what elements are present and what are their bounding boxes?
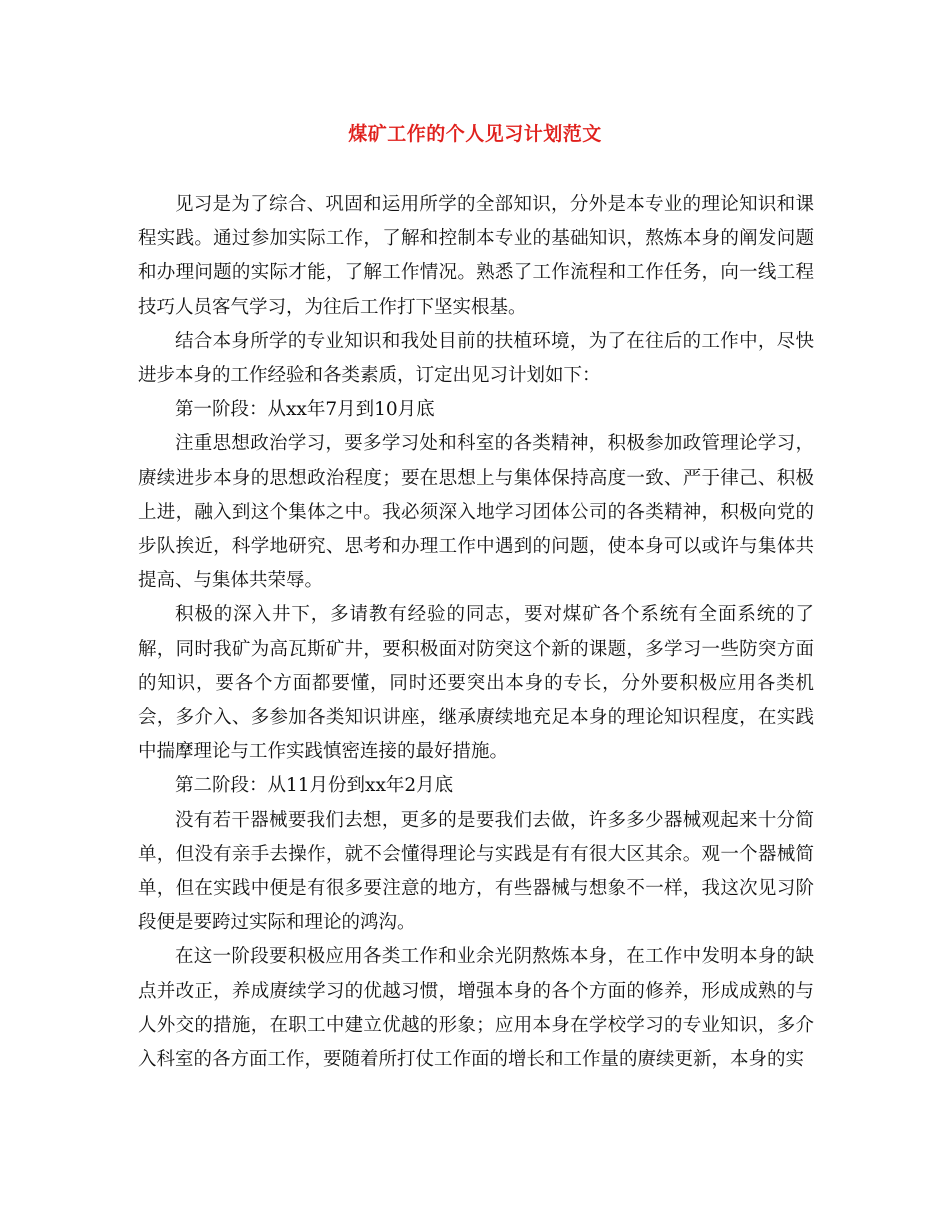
paragraph-political-study: 注重思想政治学习，要多学习处和科室的各类精神，积极参加政管理论学习，赓续进步本身的思想政治程度；要在思想上与集体保持高度一致、严于律己、积极上进，融入到这个集体之中。我必须深入地学习团体公司的各类精神，积极向党的步队挨近，科学地研究、思考和办理工作中遇到的问题，使本身可以或许与集体共提高、与集体共荣辱。 — [138, 433, 814, 592]
document-body — [138, 188, 814, 1077]
paragraph-intro: 见习是为了综合、巩固和运用所学的全部知识，分外是本专业的理论知识和课程实践。通过参加实际工作，了解和控制本专业的基础知识，熬炼本身的阐发问题和办理问题的实际才能，了解工作情况。熟悉了工作流程和工作任务，向一线工程技巧人员客气学习，为往后工作打下坚实根基。 — [138, 194, 814, 318]
paragraph-underground-practice: 积极的深入井下，多请教有经验的同志，要对煤矿各个系统有全面系统的了解，同时我矿为高瓦斯矿井，要积极面对防突这个新的课题，多学习一些防突方面的知识，要各个方面都要懂，同时还要突出本身的专长，分外要积极应用各类机会，多介入、多参加各类知识讲座，继承赓续地充足本身的理论知识程度，在实践中揣摩理论与工作实践慎密连接的最好措施。 — [138, 604, 814, 763]
paragraph-self-improvement: 在这一阶段要积极应用各类工作和业余光阴熬炼本身，在工作中发明本身的缺点并改正，养成赓续学习的优越习惯，增强本身的各个方面的修养，形成成熟的与人外交的措施，在职工中建立优越的形象；应用本身在学校学习的专业知识，多介入科室的各方面工作，要随着所打仗工作面的增长和工作量的赓续更新，本身的实 — [138, 946, 814, 1071]
stage-one-heading: 第一阶段：从xx年7月到10月底 — [175, 399, 435, 421]
paragraph-plan-intro: 结合本身所学的专业知识和我处目前的扶植环境，为了在往后的工作中，尽快进步本身的工作经验和各类素质，订定出见习计划如下： — [138, 330, 814, 387]
stage-two-heading: 第二阶段：从11月份到xx年2月底 — [175, 775, 454, 797]
document-title: 煤矿工作的个人见习计划范文 — [348, 123, 602, 145]
paragraph-theory-practice: 没有若干器械要我们去想，更多的是要我们去做，许多多少器械观起来十分简单，但没有亲手去操作，就不会懂得理论与实践是有有很大区其余。观一个器械简单，但在实践中便是有很多要注意的地方，有些器械与想象不一样，我这次见习阶段便是要跨过实际和理论的鸿沟。 — [138, 809, 814, 934]
